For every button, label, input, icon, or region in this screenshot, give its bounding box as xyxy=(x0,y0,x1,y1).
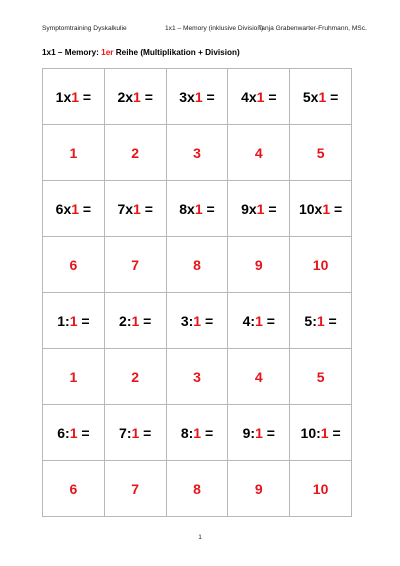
expression-text: = xyxy=(326,88,339,105)
answer-card[interactable]: 1 xyxy=(43,125,105,181)
answer-row xyxy=(43,461,352,517)
factor-highlight: 1 xyxy=(131,312,140,329)
expression-text: = xyxy=(139,312,152,329)
header-right: Tanja Grabenwarter-Fruhmann, MSc. xyxy=(258,25,367,32)
expression-card[interactable] xyxy=(43,69,105,125)
expression-card[interactable] xyxy=(166,69,228,125)
answer-card[interactable]: 7 xyxy=(104,461,166,517)
factor-highlight: 1 xyxy=(320,424,329,441)
expression-row xyxy=(43,405,352,461)
header-center: 1x1 – Memory (inklusive Division) xyxy=(165,25,264,32)
expression-text: = xyxy=(328,424,341,441)
answer-row xyxy=(43,125,352,181)
answer-card[interactable]: 10 xyxy=(290,461,352,517)
answer-card[interactable]: 4 xyxy=(228,349,290,405)
expression-card[interactable] xyxy=(228,405,290,461)
factor-highlight: 1 xyxy=(255,424,263,441)
expression-text: 4x xyxy=(241,88,257,105)
factor-highlight: 1 xyxy=(131,424,140,441)
expression-row xyxy=(43,69,352,125)
factor-highlight: 1 xyxy=(133,200,141,217)
factor-highlight: 1 xyxy=(255,312,263,329)
expression-card[interactable] xyxy=(104,405,166,461)
expression-text: 7x xyxy=(117,200,134,217)
factor-highlight: 1 xyxy=(316,312,325,329)
expression-text: 7: xyxy=(119,424,132,441)
answer-card[interactable]: 4 xyxy=(228,125,290,181)
expression-text: 3: xyxy=(180,312,194,329)
expression-card[interactable] xyxy=(166,405,228,461)
title-prefix: 1x1 – Memory: xyxy=(42,48,102,57)
expression-card[interactable] xyxy=(166,181,228,237)
answer-card[interactable]: 8 xyxy=(166,461,228,517)
expression-text: = xyxy=(140,200,153,217)
expression-card[interactable] xyxy=(290,181,352,237)
expression-text: = xyxy=(201,424,214,441)
expression-row xyxy=(43,181,352,237)
expression-text: = xyxy=(139,424,152,441)
answer-row xyxy=(43,349,352,405)
expression-text: 2x xyxy=(117,88,134,105)
worksheet-title xyxy=(42,48,240,57)
answer-card[interactable]: 5 xyxy=(290,125,352,181)
factor-highlight: 1 xyxy=(69,424,78,441)
expression-card[interactable] xyxy=(166,293,228,349)
expression-text: = xyxy=(79,200,92,217)
expression-text: = xyxy=(77,312,90,329)
expression-card[interactable] xyxy=(43,293,105,349)
expression-text: 5: xyxy=(304,312,317,329)
expression-text: 9: xyxy=(242,424,256,441)
expression-card[interactable] xyxy=(104,69,166,125)
expression-text: 8x xyxy=(179,200,195,217)
expression-text: 8: xyxy=(180,424,194,441)
page-number: 1 xyxy=(198,534,202,541)
factor-highlight: 1 xyxy=(71,200,80,217)
title-suffix: Reihe (Multiplikation + Division) xyxy=(113,48,240,57)
factor-highlight: 1 xyxy=(71,88,80,105)
expression-text: = xyxy=(324,312,337,329)
expression-text: 4: xyxy=(242,312,256,329)
expression-text: = xyxy=(264,88,277,105)
expression-text: 10: xyxy=(300,424,321,441)
expression-card[interactable] xyxy=(228,69,290,125)
expression-text: = xyxy=(202,88,215,105)
factor-highlight: 1 xyxy=(69,312,78,329)
expression-text: = xyxy=(79,88,92,105)
expression-text: 1x xyxy=(55,88,72,105)
expression-card[interactable] xyxy=(104,181,166,237)
header-left: Symptomtraining Dyskalkulie xyxy=(42,25,127,32)
factor-highlight: 1 xyxy=(133,88,141,105)
expression-text: = xyxy=(77,424,90,441)
answer-card[interactable]: 3 xyxy=(166,125,228,181)
expression-text: = xyxy=(140,88,153,105)
expression-card[interactable] xyxy=(290,293,352,349)
expression-card[interactable] xyxy=(43,405,105,461)
factor-highlight: 1 xyxy=(322,200,331,217)
expression-card[interactable] xyxy=(228,293,290,349)
expression-text: 9x xyxy=(241,200,257,217)
answer-row xyxy=(43,237,352,293)
memory-card-grid xyxy=(42,68,352,517)
expression-card[interactable] xyxy=(290,405,352,461)
factor-highlight: 1 xyxy=(318,88,327,105)
title-highlight: 1er xyxy=(101,48,114,57)
expression-text: 1: xyxy=(57,312,70,329)
expression-card[interactable] xyxy=(43,181,105,237)
answer-card[interactable]: 6 xyxy=(43,461,105,517)
expression-card[interactable] xyxy=(228,181,290,237)
factor-highlight: 1 xyxy=(193,312,202,329)
expression-text: = xyxy=(264,200,277,217)
answer-card[interactable]: 3 xyxy=(166,349,228,405)
expression-text: = xyxy=(201,312,214,329)
expression-text: 5x xyxy=(302,88,319,105)
factor-highlight: 1 xyxy=(256,88,265,105)
answer-card[interactable]: 2 xyxy=(104,125,166,181)
expression-text: 6: xyxy=(57,424,70,441)
expression-text: 6x xyxy=(55,200,72,217)
factor-highlight: 1 xyxy=(256,200,265,217)
answer-card[interactable]: 2 xyxy=(104,349,166,405)
expression-text: = xyxy=(202,200,215,217)
expression-text: 3x xyxy=(179,88,195,105)
answer-card[interactable]: 8 xyxy=(166,237,228,293)
expression-card[interactable] xyxy=(290,69,352,125)
expression-card[interactable] xyxy=(104,293,166,349)
expression-row xyxy=(43,293,352,349)
expression-text: = xyxy=(262,312,275,329)
expression-text: = xyxy=(330,200,343,217)
expression-text: = xyxy=(262,424,275,441)
answer-card[interactable]: 5 xyxy=(290,349,352,405)
answer-card[interactable]: 9 xyxy=(228,237,290,293)
factor-highlight: 1 xyxy=(194,200,203,217)
factor-highlight: 1 xyxy=(193,424,202,441)
expression-text: 2: xyxy=(119,312,132,329)
answer-card[interactable]: 7 xyxy=(104,237,166,293)
factor-highlight: 1 xyxy=(194,88,203,105)
answer-card[interactable]: 1 xyxy=(43,349,105,405)
answer-card[interactable]: 9 xyxy=(228,461,290,517)
expression-text: 10x xyxy=(298,200,323,217)
page-header xyxy=(0,25,400,35)
answer-card[interactable]: 10 xyxy=(290,237,352,293)
answer-card[interactable]: 6 xyxy=(43,237,105,293)
